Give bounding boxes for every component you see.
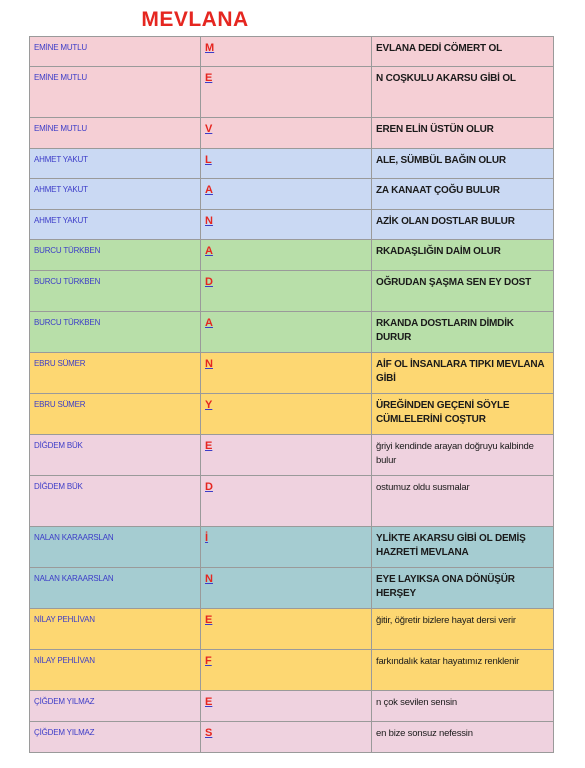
letter-cell <box>201 476 372 527</box>
acrostic-letter: A <box>205 184 213 196</box>
acrostic-letter: M <box>205 42 215 54</box>
acrostic-letter: V <box>205 123 213 135</box>
table-row <box>30 691 554 722</box>
letter-cell <box>201 609 372 650</box>
letter-cell <box>201 67 372 118</box>
table-row <box>30 527 554 568</box>
student-name: BURCU TÜRKBEN <box>30 312 201 353</box>
table-row <box>30 722 554 753</box>
table-row <box>30 37 554 67</box>
table-row <box>30 240 554 271</box>
student-name: NALAN KARAARSLAN <box>30 568 201 609</box>
table-row <box>30 210 554 240</box>
table-row <box>30 118 554 149</box>
acrostic-letter: Y <box>205 399 213 411</box>
acrostic-letter: E <box>205 614 213 626</box>
student-name: NİLAY PEHLİVAN <box>30 650 201 691</box>
table-row <box>30 568 554 609</box>
table-row <box>30 67 554 118</box>
verse-line: N COŞKULU AKARSU GİBİ OL <box>372 67 554 118</box>
acrostic-letter: N <box>205 358 213 370</box>
acrostic-letter: A <box>205 317 213 329</box>
acrostic-table <box>29 36 554 753</box>
letter-cell <box>201 312 372 353</box>
acrostic-letter: İ <box>205 532 209 544</box>
student-name: EMİNE MUTLU <box>30 67 201 118</box>
student-name: ÇİĞDEM YILMAZ <box>30 722 201 753</box>
letter-cell <box>201 394 372 435</box>
verse-line: farkındalık katar hayatımız renklenir <box>372 650 554 691</box>
table-row <box>30 353 554 394</box>
student-name: AHMET YAKUT <box>30 210 201 240</box>
acrostic-letter: N <box>205 573 213 585</box>
student-name: BURCU TÜRKBEN <box>30 271 201 312</box>
table-row <box>30 435 554 476</box>
acrostic-rows <box>30 37 554 753</box>
letter-cell <box>201 210 372 240</box>
letter-cell <box>201 722 372 753</box>
verse-line: YLİKTE AKARSU GİBİ OL DEMİŞ HAZRETİ MEVLANA <box>372 527 554 568</box>
student-name: NİLAY PEHLİVAN <box>30 609 201 650</box>
student-name: NALAN KARAARSLAN <box>30 527 201 568</box>
verse-line: ğriyi kendinde arayan doğruyu kalbinde bulur <box>372 435 554 476</box>
acrostic-letter: D <box>205 481 213 493</box>
student-name: DİĞDEM BÜK <box>30 476 201 527</box>
letter-cell <box>201 37 372 67</box>
student-name: AHMET YAKUT <box>30 149 201 179</box>
table-row <box>30 394 554 435</box>
acrostic-letter: N <box>205 215 213 227</box>
table-row <box>30 476 554 527</box>
acrostic-letter: A <box>205 245 213 257</box>
letter-cell <box>201 353 372 394</box>
verse-line: RKANDA DOSTLARIN DİMDİK DURUR <box>372 312 554 353</box>
acrostic-letter: E <box>205 440 213 452</box>
student-name: EMİNE MUTLU <box>30 37 201 67</box>
verse-line: RKADAŞLIĞIN DAİM OLUR <box>372 240 554 271</box>
letter-cell <box>201 240 372 271</box>
acrostic-letter: S <box>205 727 213 739</box>
verse-line: ÜREĞİNDEN GEÇENİ SÖYLE CÜMLELERİNİ COŞTUR <box>372 394 554 435</box>
student-name: BURCU TÜRKBEN <box>30 240 201 271</box>
student-name: ÇİĞDEM YILMAZ <box>30 691 201 722</box>
letter-cell <box>201 271 372 312</box>
verse-line: EVLANA DEDİ CÖMERT OL <box>372 37 554 67</box>
verse-line: EREN ELİN ÜSTÜN OLUR <box>372 118 554 149</box>
letter-cell <box>201 149 372 179</box>
student-name: EBRU SÜMER <box>30 353 201 394</box>
student-name: EBRU SÜMER <box>30 394 201 435</box>
letter-cell <box>201 118 372 149</box>
letter-cell <box>201 527 372 568</box>
verse-line: ğitir, öğretir bizlere hayat dersi verir <box>372 609 554 650</box>
acrostic-letter: E <box>205 72 213 84</box>
letter-cell <box>201 691 372 722</box>
letter-cell <box>201 179 372 210</box>
letter-cell <box>201 650 372 691</box>
letter-cell <box>201 568 372 609</box>
student-name: EMİNE MUTLU <box>30 118 201 149</box>
table-row <box>30 179 554 210</box>
page-title: MEVLANA <box>141 8 249 31</box>
acrostic-letter: L <box>205 154 212 166</box>
table-row <box>30 650 554 691</box>
verse-line: ostumuz oldu susmalar <box>372 476 554 527</box>
acrostic-letter: F <box>205 655 212 667</box>
verse-line: AZİK OLAN DOSTLAR BULUR <box>372 210 554 240</box>
verse-line: AİF OL İNSANLARA TIPKI MEVLANA GİBİ <box>372 353 554 394</box>
table-row <box>30 271 554 312</box>
verse-line: ZA KANAAT ÇOĞU BULUR <box>372 179 554 210</box>
verse-line: ALE, SÜMBÜL BAĞIN OLUR <box>372 149 554 179</box>
acrostic-letter: D <box>205 276 213 288</box>
student-name: AHMET YAKUT <box>30 179 201 210</box>
verse-line: EYE LAYIKSA ONA DÖNÜŞÜR HERŞEY <box>372 568 554 609</box>
student-name: DİĞDEM BÜK <box>30 435 201 476</box>
verse-line: n çok sevilen sensin <box>372 691 554 722</box>
verse-line: en bize sonsuz nefessin <box>372 722 554 753</box>
table-row <box>30 149 554 179</box>
table-row <box>30 312 554 353</box>
acrostic-letter: E <box>205 696 213 708</box>
letter-cell <box>201 435 372 476</box>
verse-line: OĞRUDAN ŞAŞMA SEN EY DOST <box>372 271 554 312</box>
table-row <box>30 609 554 650</box>
